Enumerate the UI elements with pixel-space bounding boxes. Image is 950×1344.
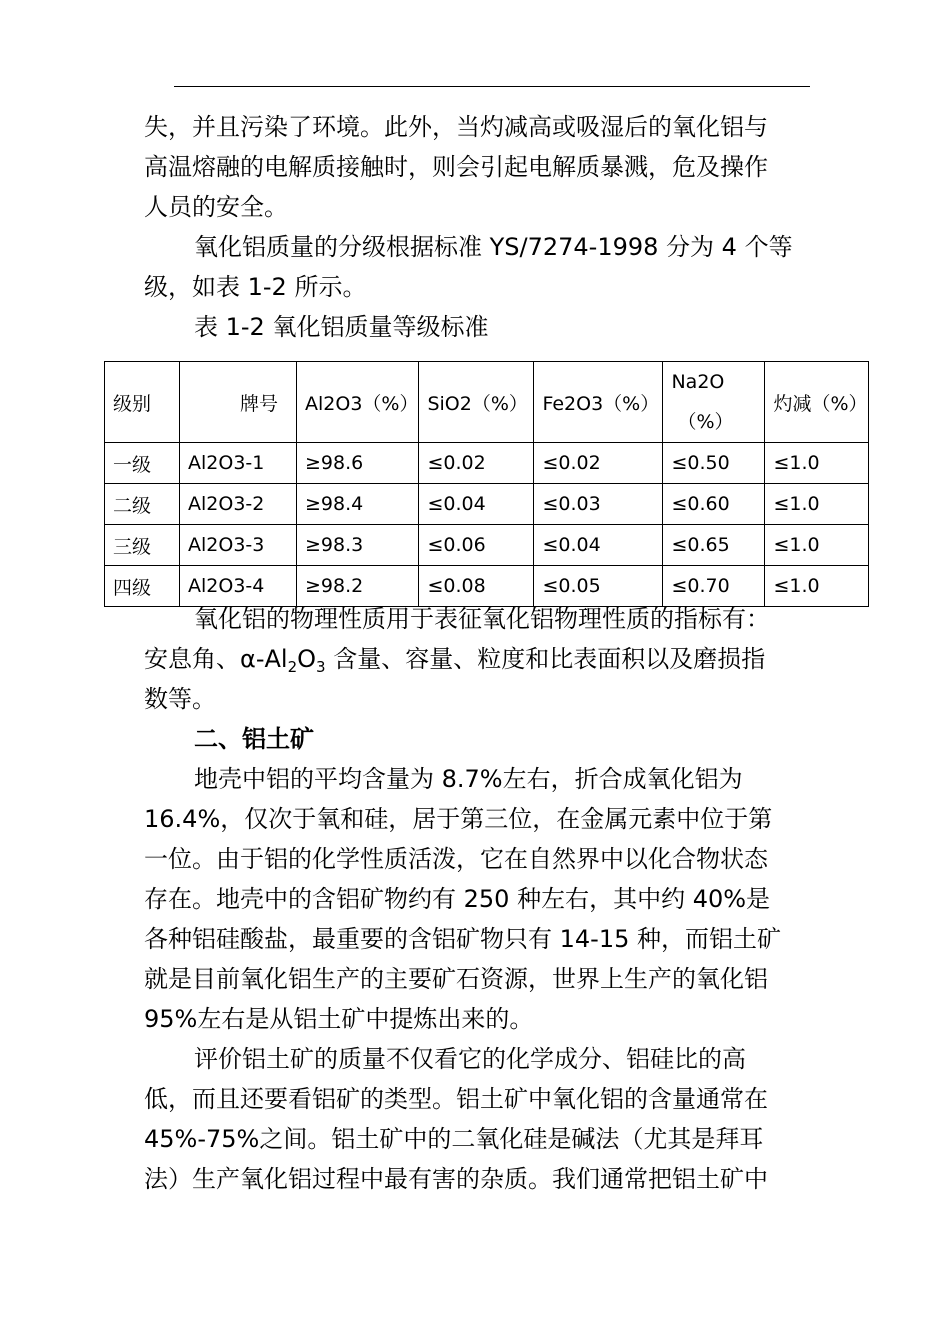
subscript-2: 2 bbox=[287, 658, 298, 676]
table-cell: 三级 bbox=[105, 525, 180, 566]
para5-line1: 评价铝土矿的质量不仅看它的化学成分、铝硅比的高 bbox=[194, 1045, 746, 1073]
section-heading: 二、铝土矿 bbox=[194, 725, 314, 753]
table-cell: ≤0.60 bbox=[663, 484, 765, 525]
header-level: 级别 bbox=[105, 362, 180, 443]
subscript-3: 3 bbox=[316, 658, 326, 676]
table-cell: Al2O3-2 bbox=[180, 484, 297, 525]
table-cell: ≤1.0 bbox=[765, 525, 868, 566]
table-cell: ≤0.02 bbox=[534, 443, 663, 484]
table-cell: Al2O3-3 bbox=[180, 525, 297, 566]
table-cell: ≤0.08 bbox=[419, 566, 534, 607]
table-cell: ≥98.2 bbox=[297, 566, 419, 607]
para3-line2 bbox=[144, 644, 765, 674]
table-row bbox=[105, 525, 869, 566]
table-cell: Al2O3-1 bbox=[180, 443, 297, 484]
table-row bbox=[105, 443, 869, 484]
para2-line2: 级，如表 1-2 所示。 bbox=[144, 273, 367, 301]
table-cell: ≥98.4 bbox=[297, 484, 419, 525]
para2-line1: 氧化铝质量的分级根据标准 YS/7274-1998 分为 4 个等 bbox=[194, 233, 793, 261]
table-cell: ≤0.50 bbox=[663, 443, 765, 484]
para5-line2: 低，而且还要看铝矿的类型。铝土矿中氧化铝的含量通常在 bbox=[144, 1085, 768, 1113]
header-loss: 灼减（%） bbox=[765, 362, 868, 443]
table-cell: ≤0.05 bbox=[534, 566, 663, 607]
table-cell: ≥98.3 bbox=[297, 525, 419, 566]
table-caption: 表 1-2 氧化铝质量等级标准 bbox=[194, 313, 489, 341]
table-header-row bbox=[105, 362, 869, 443]
para4-line1: 地壳中铝的平均含量为 8.7%左右，折合成氧化铝为 bbox=[194, 765, 743, 793]
table-cell: ≤0.70 bbox=[663, 566, 765, 607]
para5-line4: 法）生产氧化铝过程中最有害的杂质。我们通常把铝土矿中 bbox=[144, 1165, 768, 1193]
table-row bbox=[105, 484, 869, 525]
para1-line2: 高温熔融的电解质接触时，则会引起电解质暴溅，危及操作 bbox=[144, 153, 768, 181]
para3-line2-mid: O bbox=[297, 645, 317, 673]
para4-line4: 存在。地壳中的含铝矿物约有 250 种左右，其中约 40%是 bbox=[144, 885, 771, 913]
table-cell: ≥98.6 bbox=[297, 443, 419, 484]
header-al2o3: Al2O3（%） bbox=[297, 362, 419, 443]
header-na2o-name: Na2O bbox=[671, 371, 725, 393]
table-cell: ≤0.03 bbox=[534, 484, 663, 525]
header-sio2: SiO2（%） bbox=[419, 362, 534, 443]
table-cell: Al2O3-4 bbox=[180, 566, 297, 607]
table-cell: ≤0.04 bbox=[419, 484, 534, 525]
header-na2o-unit: （%） bbox=[677, 411, 734, 433]
table-row bbox=[105, 566, 869, 607]
para3-line2-pre: 安息角、α-Al bbox=[144, 645, 288, 673]
header-brand: 牌号 bbox=[180, 362, 297, 443]
table-cell: ≤0.06 bbox=[419, 525, 534, 566]
para4-line5: 各种铝硅酸盐，最重要的含铝矿物只有 14-15 种，而铝土矿 bbox=[144, 925, 781, 953]
para3-line2-post: 含量、容量、粒度和比表面积以及磨损指 bbox=[325, 645, 766, 673]
table-cell: 四级 bbox=[105, 566, 180, 607]
table-cell: 一级 bbox=[105, 443, 180, 484]
para3-line3: 数等。 bbox=[144, 685, 216, 713]
para5-line3: 45%-75%之间。铝土矿中的二氧化硅是碱法（尤其是拜耳 bbox=[144, 1125, 764, 1153]
header-fe2o3: Fe2O3（%） bbox=[534, 362, 663, 443]
para3-line1: 氧化铝的物理性质用于表征氧化铝物理性质的指标有： bbox=[194, 605, 770, 633]
para4-line3: 一位。由于铝的化学性质活泼，它在自然界中以化合物状态 bbox=[144, 845, 768, 873]
para4-line6: 就是目前氧化铝生产的主要矿石资源，世界上生产的氧化铝 bbox=[144, 965, 768, 993]
para1-line1: 失，并且污染了环境。此外，当灼减高或吸湿后的氧化铝与 bbox=[144, 113, 768, 141]
para1-line3: 人员的安全。 bbox=[144, 193, 288, 221]
table-cell: ≤0.02 bbox=[419, 443, 534, 484]
para4-line7: 95%左右是从铝土矿中提炼出来的。 bbox=[144, 1005, 534, 1033]
para4-line2: 16.4%，仅次于氧和硅，居于第三位，在金属元素中位于第 bbox=[144, 805, 773, 833]
table-cell: ≤0.04 bbox=[534, 525, 663, 566]
header-rule bbox=[174, 86, 810, 87]
header-na2o bbox=[663, 362, 765, 443]
table-cell: ≤0.65 bbox=[663, 525, 765, 566]
table-cell: ≤1.0 bbox=[765, 443, 868, 484]
table-cell: 二级 bbox=[105, 484, 180, 525]
table-cell: ≤1.0 bbox=[765, 566, 868, 607]
grade-table bbox=[104, 361, 869, 607]
table-cell: ≤1.0 bbox=[765, 484, 868, 525]
